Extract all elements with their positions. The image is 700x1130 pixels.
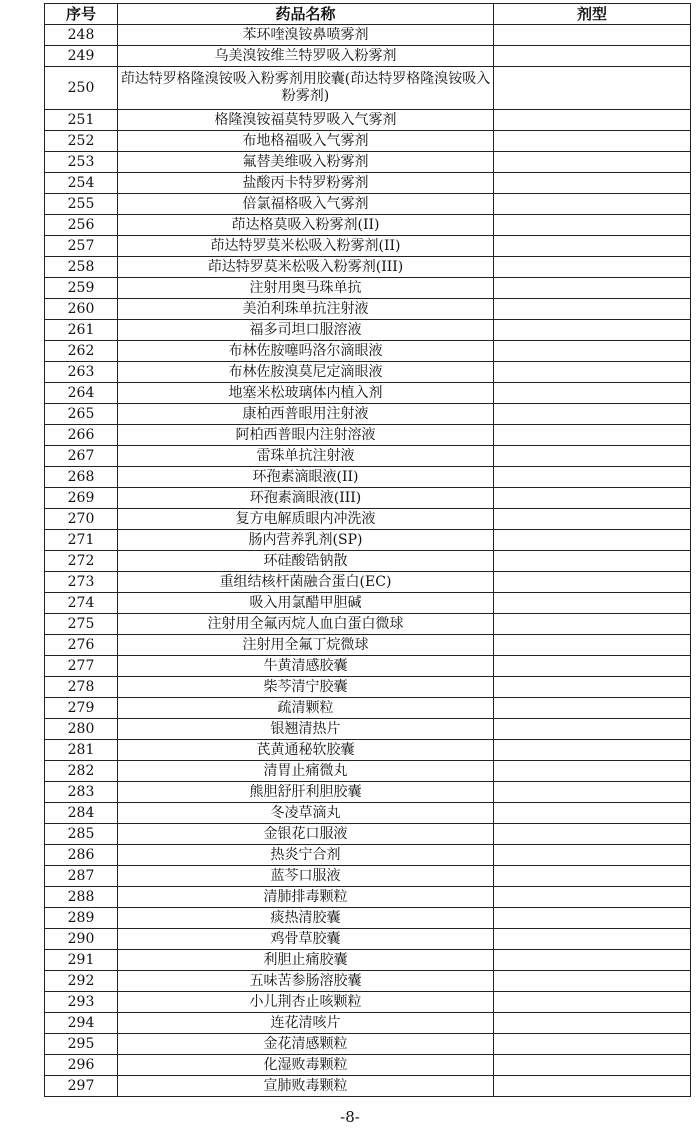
table-row	[45, 1055, 691, 1076]
row-dosage-form	[494, 467, 691, 488]
row-dosage-form	[494, 341, 691, 362]
table-row	[45, 908, 691, 929]
row-index: 267	[45, 446, 118, 467]
row-dosage-form	[494, 614, 691, 635]
row-dosage-form	[494, 572, 691, 593]
table-row	[45, 152, 691, 173]
row-index: 287	[45, 866, 118, 887]
table-row	[45, 782, 691, 803]
row-index: 255	[45, 194, 118, 215]
row-index: 280	[45, 719, 118, 740]
row-dosage-form	[494, 845, 691, 866]
row-drug-name: 环孢素滴眼液(II)	[118, 467, 494, 488]
row-drug-name: 康柏西普眼用注射液	[118, 404, 494, 425]
row-drug-name: 利胆止痛胶囊	[118, 950, 494, 971]
table-row	[45, 803, 691, 824]
row-drug-name: 茚达格莫吸入粉雾剂(II)	[118, 215, 494, 236]
row-index: 257	[45, 236, 118, 257]
row-index: 260	[45, 299, 118, 320]
table-row	[45, 887, 691, 908]
row-drug-name: 冬凌草滴丸	[118, 803, 494, 824]
row-dosage-form	[494, 530, 691, 551]
table-row	[45, 110, 691, 131]
row-drug-name: 蓝芩口服液	[118, 866, 494, 887]
row-dosage-form	[494, 950, 691, 971]
row-dosage-form	[494, 173, 691, 194]
table-row	[45, 215, 691, 236]
table-row	[45, 656, 691, 677]
row-dosage-form	[494, 551, 691, 572]
row-index: 263	[45, 362, 118, 383]
row-dosage-form	[494, 215, 691, 236]
row-drug-name: 地塞米松玻璃体内植入剂	[118, 383, 494, 404]
row-drug-name: 茚达特罗格隆溴铵吸入粉雾剂用胶囊(茚达特罗格隆溴铵吸入粉雾剂)	[118, 67, 494, 110]
row-index: 284	[45, 803, 118, 824]
row-index: 291	[45, 950, 118, 971]
row-dosage-form	[494, 404, 691, 425]
row-drug-name: 金花清感颗粒	[118, 1034, 494, 1055]
row-dosage-form	[494, 509, 691, 530]
drug-list-table	[44, 3, 691, 1097]
table-row	[45, 845, 691, 866]
row-dosage-form	[494, 1013, 691, 1034]
table-row	[45, 1034, 691, 1055]
table-row	[45, 236, 691, 257]
page-number: -8-	[340, 1108, 360, 1126]
row-drug-name: 肠内营养乳剂(SP)	[118, 530, 494, 551]
row-index: 288	[45, 887, 118, 908]
table-row	[45, 698, 691, 719]
table-row	[45, 719, 691, 740]
header-dosage-form: 剂型	[494, 4, 691, 25]
table-row	[45, 614, 691, 635]
row-index: 286	[45, 845, 118, 866]
row-drug-name: 牛黄清感胶囊	[118, 656, 494, 677]
row-index: 290	[45, 929, 118, 950]
row-dosage-form	[494, 677, 691, 698]
row-dosage-form	[494, 1076, 691, 1097]
table-row	[45, 257, 691, 278]
row-dosage-form	[494, 593, 691, 614]
row-drug-name: 氟替美维吸入粉雾剂	[118, 152, 494, 173]
table-body	[45, 25, 691, 1097]
row-index: 271	[45, 530, 118, 551]
table-row	[45, 341, 691, 362]
row-dosage-form	[494, 257, 691, 278]
table-row	[45, 1013, 691, 1034]
table-row	[45, 383, 691, 404]
row-index: 248	[45, 25, 118, 46]
row-index: 292	[45, 971, 118, 992]
row-index: 279	[45, 698, 118, 719]
row-dosage-form	[494, 929, 691, 950]
row-index: 289	[45, 908, 118, 929]
row-drug-name: 雷珠单抗注射液	[118, 446, 494, 467]
table-row	[45, 425, 691, 446]
table-row	[45, 635, 691, 656]
row-index: 295	[45, 1034, 118, 1055]
row-drug-name: 银翘清热片	[118, 719, 494, 740]
row-drug-name: 热炎宁合剂	[118, 845, 494, 866]
table-row	[45, 509, 691, 530]
row-drug-name: 宣肺败毒颗粒	[118, 1076, 494, 1097]
row-drug-name: 茚达特罗莫米松吸入粉雾剂(III)	[118, 257, 494, 278]
table-row	[45, 572, 691, 593]
row-dosage-form	[494, 971, 691, 992]
row-drug-name: 环孢素滴眼液(III)	[118, 488, 494, 509]
row-drug-name: 格隆溴铵福莫特罗吸入气雾剂	[118, 110, 494, 131]
row-drug-name: 布林佐胺噻吗洛尔滴眼液	[118, 341, 494, 362]
row-dosage-form	[494, 866, 691, 887]
row-index: 296	[45, 1055, 118, 1076]
row-index: 278	[45, 677, 118, 698]
row-drug-name: 复方电解质眼内冲洗液	[118, 509, 494, 530]
row-drug-name: 重组结核杆菌融合蛋白(EC)	[118, 572, 494, 593]
row-drug-name: 美泊利珠单抗注射液	[118, 299, 494, 320]
row-dosage-form	[494, 362, 691, 383]
row-drug-name: 化湿败毒颗粒	[118, 1055, 494, 1076]
table-row	[45, 467, 691, 488]
row-dosage-form	[494, 46, 691, 67]
row-dosage-form	[494, 740, 691, 761]
table-row	[45, 929, 691, 950]
row-dosage-form	[494, 320, 691, 341]
table-row	[45, 446, 691, 467]
row-index: 258	[45, 257, 118, 278]
row-dosage-form	[494, 383, 691, 404]
table-row	[45, 593, 691, 614]
row-dosage-form	[494, 425, 691, 446]
row-drug-name: 五味苦参肠溶胶囊	[118, 971, 494, 992]
table-row	[45, 677, 691, 698]
table-row	[45, 131, 691, 152]
row-index: 268	[45, 467, 118, 488]
table-row	[45, 46, 691, 67]
row-index: 254	[45, 173, 118, 194]
table-row	[45, 950, 691, 971]
row-index: 270	[45, 509, 118, 530]
row-drug-name: 金银花口服液	[118, 824, 494, 845]
row-dosage-form	[494, 992, 691, 1013]
table-row	[45, 530, 691, 551]
row-drug-name: 痰热清胶囊	[118, 908, 494, 929]
row-drug-name: 倍氯福格吸入气雾剂	[118, 194, 494, 215]
row-index: 283	[45, 782, 118, 803]
row-index: 252	[45, 131, 118, 152]
row-drug-name: 阿柏西普眼内注射溶液	[118, 425, 494, 446]
row-dosage-form	[494, 803, 691, 824]
row-index: 273	[45, 572, 118, 593]
table-row	[45, 971, 691, 992]
row-drug-name: 小儿荆杏止咳颗粒	[118, 992, 494, 1013]
row-drug-name: 环硅酸锆钠散	[118, 551, 494, 572]
row-drug-name: 注射用全氟丁烷微球	[118, 635, 494, 656]
row-drug-name: 鸡骨草胶囊	[118, 929, 494, 950]
row-dosage-form	[494, 782, 691, 803]
row-dosage-form	[494, 194, 691, 215]
row-dosage-form	[494, 236, 691, 257]
table-row	[45, 866, 691, 887]
row-index: 282	[45, 761, 118, 782]
row-index: 297	[45, 1076, 118, 1097]
row-index: 277	[45, 656, 118, 677]
table-header-row	[45, 4, 691, 25]
table-row	[45, 404, 691, 425]
row-index: 253	[45, 152, 118, 173]
row-dosage-form	[494, 278, 691, 299]
row-drug-name: 熊胆舒肝利胆胶囊	[118, 782, 494, 803]
row-index: 261	[45, 320, 118, 341]
row-dosage-form	[494, 446, 691, 467]
row-dosage-form	[494, 719, 691, 740]
row-dosage-form	[494, 1034, 691, 1055]
row-drug-name: 茚达特罗莫米松吸入粉雾剂(II)	[118, 236, 494, 257]
row-index: 269	[45, 488, 118, 509]
table-row	[45, 761, 691, 782]
row-index: 256	[45, 215, 118, 236]
row-dosage-form	[494, 131, 691, 152]
row-drug-name: 连花清咳片	[118, 1013, 494, 1034]
row-index: 249	[45, 46, 118, 67]
row-index: 276	[45, 635, 118, 656]
row-drug-name: 柴芩清宁胶囊	[118, 677, 494, 698]
row-index: 265	[45, 404, 118, 425]
row-drug-name: 乌美溴铵维兰特罗吸入粉雾剂	[118, 46, 494, 67]
row-dosage-form	[494, 635, 691, 656]
row-index: 293	[45, 992, 118, 1013]
row-dosage-form	[494, 761, 691, 782]
table-row	[45, 362, 691, 383]
row-index: 285	[45, 824, 118, 845]
row-drug-name: 福多司坦口服溶液	[118, 320, 494, 341]
row-dosage-form	[494, 25, 691, 46]
row-dosage-form	[494, 1055, 691, 1076]
row-drug-name: 清胃止痛微丸	[118, 761, 494, 782]
table-row	[45, 992, 691, 1013]
row-drug-name: 苯环喹溴铵鼻喷雾剂	[118, 25, 494, 46]
row-index: 250	[45, 67, 118, 110]
table-row	[45, 67, 691, 110]
row-drug-name: 注射用全氟丙烷人血白蛋白微球	[118, 614, 494, 635]
row-dosage-form	[494, 110, 691, 131]
row-drug-name: 盐酸丙卡特罗粉雾剂	[118, 173, 494, 194]
row-dosage-form	[494, 698, 691, 719]
row-drug-name: 布林佐胺溴莫尼定滴眼液	[118, 362, 494, 383]
table-row	[45, 194, 691, 215]
table-row	[45, 740, 691, 761]
row-dosage-form	[494, 908, 691, 929]
row-dosage-form	[494, 656, 691, 677]
row-dosage-form	[494, 488, 691, 509]
row-drug-name: 疏清颗粒	[118, 698, 494, 719]
table-row	[45, 488, 691, 509]
row-index: 294	[45, 1013, 118, 1034]
row-index: 274	[45, 593, 118, 614]
row-index: 259	[45, 278, 118, 299]
table-row	[45, 320, 691, 341]
row-index: 264	[45, 383, 118, 404]
row-drug-name: 芪黄通秘软胶囊	[118, 740, 494, 761]
row-dosage-form	[494, 299, 691, 320]
row-drug-name: 吸入用氯醋甲胆碱	[118, 593, 494, 614]
row-drug-name: 清肺排毒颗粒	[118, 887, 494, 908]
row-drug-name: 注射用奥马珠单抗	[118, 278, 494, 299]
table-row	[45, 25, 691, 46]
row-dosage-form	[494, 887, 691, 908]
row-dosage-form	[494, 824, 691, 845]
row-dosage-form	[494, 152, 691, 173]
table-row	[45, 1076, 691, 1097]
row-index: 262	[45, 341, 118, 362]
header-drug-name: 药品名称	[118, 4, 494, 25]
table-row	[45, 278, 691, 299]
row-index: 272	[45, 551, 118, 572]
row-drug-name: 布地格福吸入气雾剂	[118, 131, 494, 152]
table-row	[45, 824, 691, 845]
table-row	[45, 299, 691, 320]
table-row	[45, 551, 691, 572]
row-index: 266	[45, 425, 118, 446]
row-dosage-form	[494, 67, 691, 110]
table-row	[45, 173, 691, 194]
row-index: 275	[45, 614, 118, 635]
header-index: 序号	[45, 4, 118, 25]
row-index: 251	[45, 110, 118, 131]
row-index: 281	[45, 740, 118, 761]
